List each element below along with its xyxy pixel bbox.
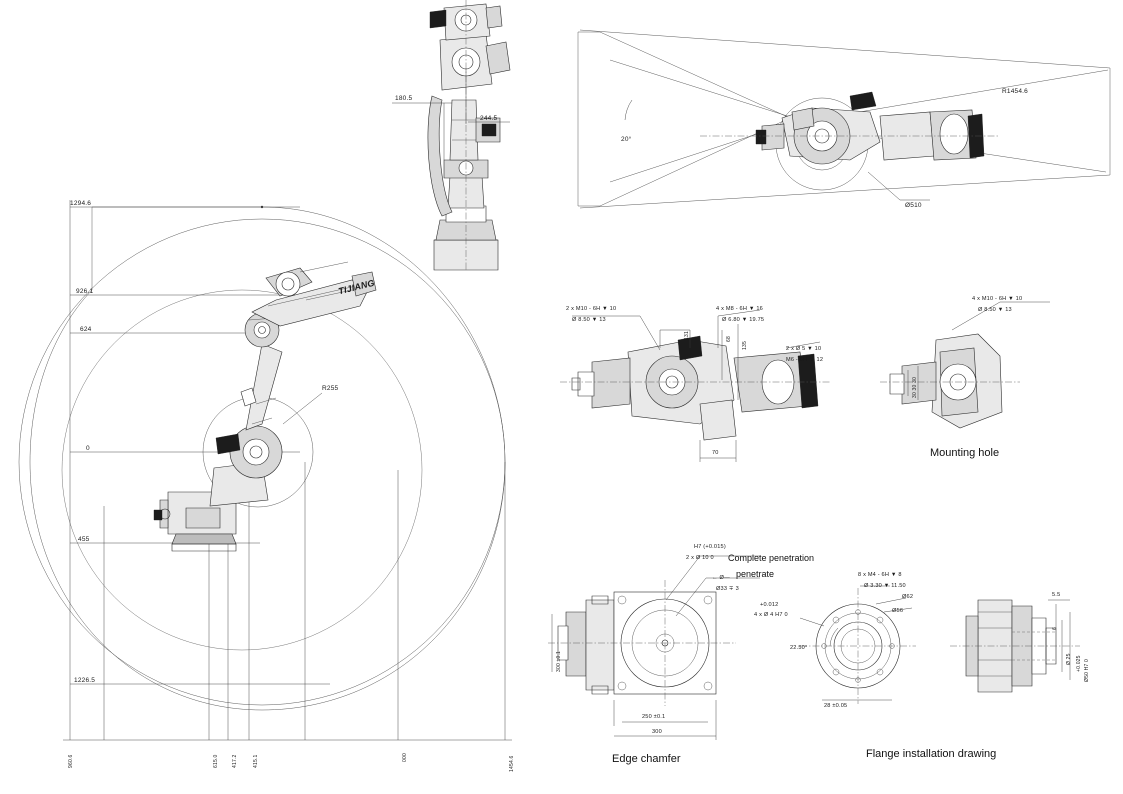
flange-dim-tol: +0.012 <box>760 602 779 608</box>
caption-mounting-hole: Mounting hole <box>930 447 1000 459</box>
mountside-dim-d850: Ø 8.50 ▼ 13 <box>978 307 1012 313</box>
dim-455: 455 <box>78 536 90 543</box>
flange-dim-d62: Ø62 <box>902 594 914 600</box>
note-complete-penetration: Complete penetration <box>728 553 815 563</box>
mountside-dim-30: 30 30 30 <box>912 376 918 398</box>
dim-960-6: 960.6 <box>68 754 74 768</box>
caption-flange-installation: Flange installation drawing <box>866 748 997 760</box>
flange-dim-d330: Ø 3.30 ▼ 11.50 <box>864 583 906 589</box>
base-dim-h7: H7 (+0.015) <box>694 544 726 550</box>
base-dim-2xd10: 2 x Ø 10 0 <box>686 555 714 561</box>
caption-edge-chamfer: Edge chamfer <box>612 753 681 765</box>
dim-0: 0 <box>86 445 90 452</box>
mount-dim-d850: Ø 8.50 ▼ 13 <box>572 317 606 323</box>
mount-side-view <box>880 302 1050 428</box>
flange-dim-d56: Ø56 <box>892 608 904 614</box>
flange-dim-m4: 8 x M4 - 6H ▼ 8 <box>858 572 902 578</box>
section-dim-55: 5.5 <box>1052 592 1061 598</box>
mount-dim-d680: Ø 6.80 ▼ 19.75 <box>722 317 765 323</box>
mount-dim-68: 68 <box>726 336 732 342</box>
base-dim-d33: Ø33 ∓ 3 <box>716 586 739 592</box>
dim-000: 000 <box>402 753 408 762</box>
note-penetrate: penetrate <box>736 569 775 579</box>
mount-dim-70: 70 <box>712 450 719 456</box>
base-dim-dia-leader: ← Ø— <box>712 575 730 581</box>
dim-1226-5: 1226.5 <box>74 677 96 684</box>
dim-angle-20: 20° <box>621 136 632 143</box>
upright-elevation-robot <box>428 4 510 270</box>
section-dim-tol: +0.025 <box>1076 655 1082 672</box>
mount-dim-131: 131 <box>684 331 690 340</box>
flange-dim-28: 28 ±0.05 <box>824 703 848 709</box>
mount-dim-m6: M6 - 6H ▼ 12 <box>786 357 824 363</box>
dim-624: 624 <box>80 326 92 333</box>
base-dim-300-tol: 300 ±0.1 <box>556 650 562 672</box>
mount-dim-m8: 4 x M8 - 6H ▼ 16 <box>716 306 763 312</box>
flange-front-view <box>800 586 916 704</box>
section-dim-d25: Ø 25 <box>1066 653 1072 665</box>
base-dim-250: 250 ±0.1 <box>642 714 666 720</box>
mount-dim-m10: 2 x M10 - 6H ▼ 10 <box>566 306 617 312</box>
dim-180-5: 180.5 <box>395 95 413 102</box>
base-plate-front-view <box>548 556 760 740</box>
dim-615-0: 615.0 <box>213 754 219 768</box>
flange-section-view-geom <box>950 600 1080 692</box>
dim-1454-6: 1454.6 <box>509 755 515 772</box>
section-dim-d50h7: Ø50 H7 0 <box>1084 658 1090 682</box>
dim-d510: Ø510 <box>905 202 922 209</box>
robot-side-view-body <box>154 262 376 551</box>
brand-logo-text: TIJIANG <box>337 277 376 297</box>
dim-r255: R255 <box>322 385 339 392</box>
dim-415-1: 415.1 <box>253 754 259 768</box>
flange-dim-4xd4: 4 x Ø 4 H7 0 <box>754 612 788 618</box>
mount-dim-135: 135 <box>742 341 748 350</box>
dim-1294-6: 1294.6 <box>70 200 92 207</box>
mount-top-robot <box>560 310 830 462</box>
section-dim-6: 6 <box>1052 627 1058 630</box>
mountside-dim-m10: 4 x M10 - 6H ▼ 10 <box>972 296 1023 302</box>
dim-417-2: 417.2 <box>232 754 238 768</box>
dim-244-5: 244.5 <box>480 115 498 122</box>
mount-dim-d5: 2 x Ø 5 ▼ 10 <box>786 346 822 352</box>
flange-dim-2250: 22.50° <box>790 645 808 651</box>
dim-926-1: 926.1 <box>76 288 94 295</box>
dim-r1454-6: R1454.6 <box>1002 88 1028 95</box>
base-dim-300: 300 <box>652 729 662 735</box>
